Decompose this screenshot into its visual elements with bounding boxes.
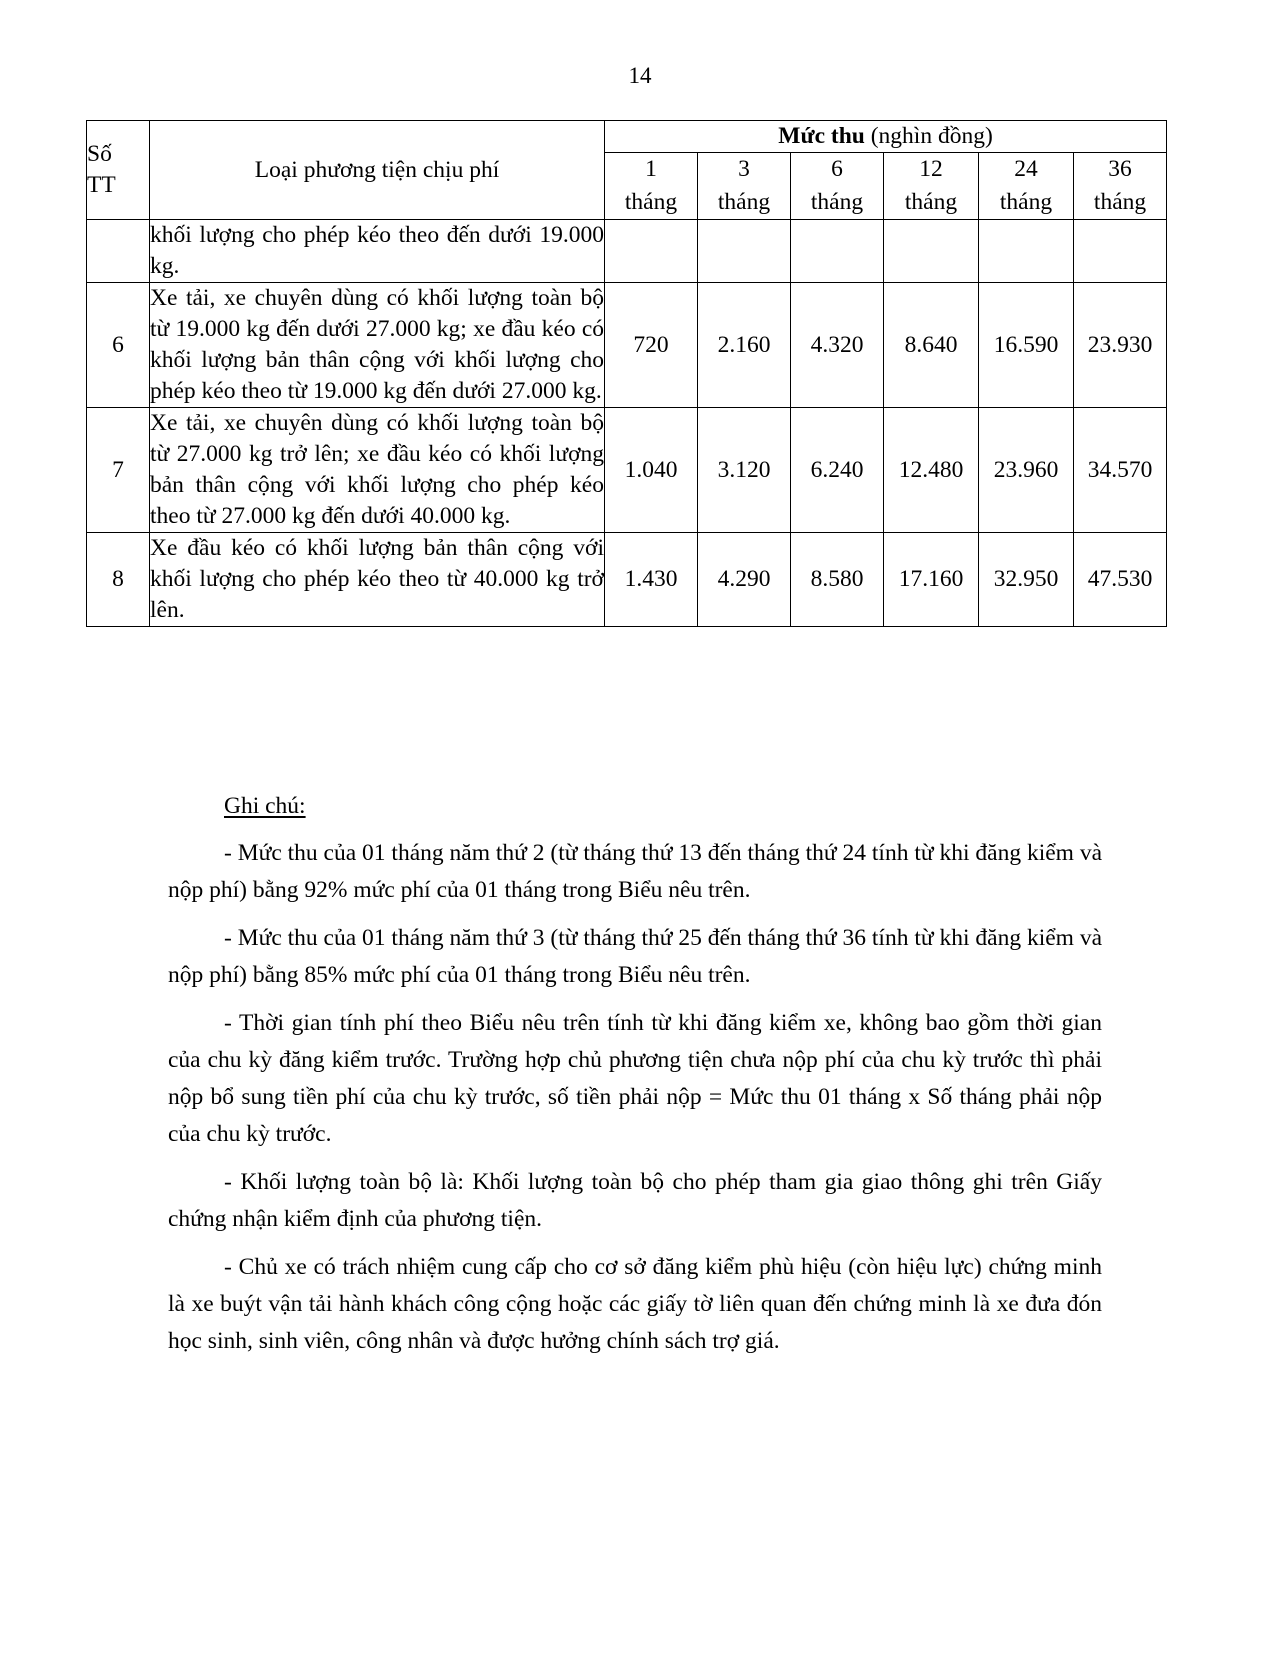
table-row — [87, 408, 1167, 533]
note-paragraph-4: - Khối lượng toàn bộ là: Khối lượng toàn bộ cho phép tham gia giao thông ghi trên Giấy chứng nhận kiểm định của phương tiện. — [168, 1169, 1102, 1232]
row-value-6m: 4.320 — [791, 283, 884, 408]
row-value-1m: 1.040 — [605, 408, 698, 533]
note-paragraph-5: - Chủ xe có trách nhiệm cung cấp cho cơ sở đăng kiểm phù hiệu (còn hiệu lực) chứng minh là xe buýt vận tải hành khách công cộng hoặc các giấy tờ liên quan đến chứng minh là xe đưa đón học sinh, sinh viên, công nhân và được hưởng chính sách trợ giá. — [168, 1254, 1102, 1354]
header-month-24 — [979, 153, 1074, 220]
header-fee-group-title: Mức thu — [778, 123, 865, 149]
row-value-6m: 6.240 — [791, 408, 884, 533]
header-month-3-num: 3 — [738, 156, 750, 182]
row-value-12m: 8.640 — [884, 283, 979, 408]
fee-table-body — [87, 220, 1167, 627]
fee-table — [86, 120, 1167, 627]
row-value-36m — [1074, 220, 1167, 283]
row-stt: 8 — [87, 533, 150, 627]
note-paragraph-3: - Thời gian tính phí theo Biểu nêu trên tính từ khi đăng kiểm xe, không bao gồm thời gian của chu kỳ đăng kiểm trước. Trường hợp chủ phương tiện chưa nộp phí của chu kỳ trước thì phải nộp bổ sung tiền phí của chu kỳ trước, số tiền phải nộp = Mức thu 01 tháng x Số tháng phải nộp của chu kỳ trước. — [168, 1010, 1102, 1147]
header-stt — [87, 121, 150, 220]
header-month-12-unit: tháng — [904, 189, 958, 215]
header-month-12 — [884, 153, 979, 220]
row-description: khối lượng cho phép kéo theo đến dưới 19.000 kg. — [150, 220, 605, 283]
row-value-36m: 34.570 — [1074, 408, 1167, 533]
row-value-24m — [979, 220, 1074, 283]
header-month-6 — [791, 153, 884, 220]
header-stt-line1: Số — [87, 141, 112, 167]
row-stt: 6 — [87, 283, 150, 408]
row-value-6m — [791, 220, 884, 283]
header-month-6-num: 6 — [831, 156, 843, 182]
row-description: Xe tải, xe chuyên dùng có khối lượng toàn bộ từ 19.000 kg đến dưới 27.000 kg; xe đầu kéo có khối lượng bản thân cộng với khối lượng cho phép kéo theo từ 19.000 kg đến dưới 27.000 kg. — [150, 283, 605, 408]
row-value-1m: 720 — [605, 283, 698, 408]
fee-table-container — [86, 120, 1166, 627]
note-paragraph-2: - Mức thu của 01 tháng năm thứ 3 (từ tháng thứ 25 đến tháng thứ 36 tính từ khi đăng kiểm và nộp phí) bằng 85% mức phí của 01 tháng trong Biểu nêu trên. — [168, 925, 1102, 988]
row-value-12m: 17.160 — [884, 533, 979, 627]
row-value-3m: 4.290 — [698, 533, 791, 627]
header-month-12-num: 12 — [919, 156, 943, 182]
row-value-12m — [884, 220, 979, 283]
table-row — [87, 533, 1167, 627]
header-fee-group — [605, 121, 1167, 153]
header-month-6-unit: tháng — [810, 189, 864, 215]
row-value-3m — [698, 220, 791, 283]
header-month-3 — [698, 153, 791, 220]
row-value-3m: 3.120 — [698, 408, 791, 533]
header-month-1-num: 1 — [645, 156, 657, 182]
header-month-36-unit: tháng — [1093, 189, 1147, 215]
row-value-1m — [605, 220, 698, 283]
header-fee-group-unit: (nghìn đồng) — [870, 123, 993, 149]
row-description: Xe đầu kéo có khối lượng bản thân cộng với khối lượng cho phép kéo theo từ 40.000 kg trở lên. — [150, 533, 605, 627]
row-description: Xe tải, xe chuyên dùng có khối lượng toàn bộ từ 27.000 kg trở lên; xe đầu kéo có khối lượng bản thân cộng với khối lượng cho phép kéo theo từ 27.000 kg đến dưới 40.000 kg. — [150, 408, 605, 533]
row-value-24m: 32.950 — [979, 533, 1074, 627]
note-paragraph-1: - Mức thu của 01 tháng năm thứ 2 (từ tháng thứ 13 đến tháng thứ 24 tính từ khi đăng kiểm và nộp phí) bằng 92% mức phí của 01 tháng trong Biểu nêu trên. — [168, 840, 1102, 903]
row-value-36m: 47.530 — [1074, 533, 1167, 627]
header-month-24-unit: tháng — [999, 189, 1053, 215]
table-row — [87, 283, 1167, 408]
header-month-24-num: 24 — [1014, 156, 1038, 182]
page-number: 14 — [628, 63, 652, 88]
row-value-1m: 1.430 — [605, 533, 698, 627]
header-vehicle-type: Loại phương tiện chịu phí — [150, 121, 605, 220]
row-value-36m: 23.930 — [1074, 283, 1167, 408]
header-month-1-unit: tháng — [624, 189, 678, 215]
header-month-36 — [1074, 153, 1167, 220]
notes-title: Ghi chú: — [224, 793, 306, 819]
row-value-6m: 8.580 — [791, 533, 884, 627]
row-value-12m: 12.480 — [884, 408, 979, 533]
row-value-24m: 16.590 — [979, 283, 1074, 408]
fee-table-header — [87, 121, 1167, 220]
row-stt — [87, 220, 150, 283]
row-stt: 7 — [87, 408, 150, 533]
notes-section — [168, 788, 1102, 1360]
header-row-top — [87, 121, 1167, 153]
header-stt-line2: TT — [87, 172, 116, 198]
header-month-3-unit: tháng — [717, 189, 771, 215]
row-value-24m: 23.960 — [979, 408, 1074, 533]
table-row — [87, 220, 1167, 283]
header-month-1 — [605, 153, 698, 220]
header-month-36-num: 36 — [1108, 156, 1132, 182]
row-value-3m: 2.160 — [698, 283, 791, 408]
